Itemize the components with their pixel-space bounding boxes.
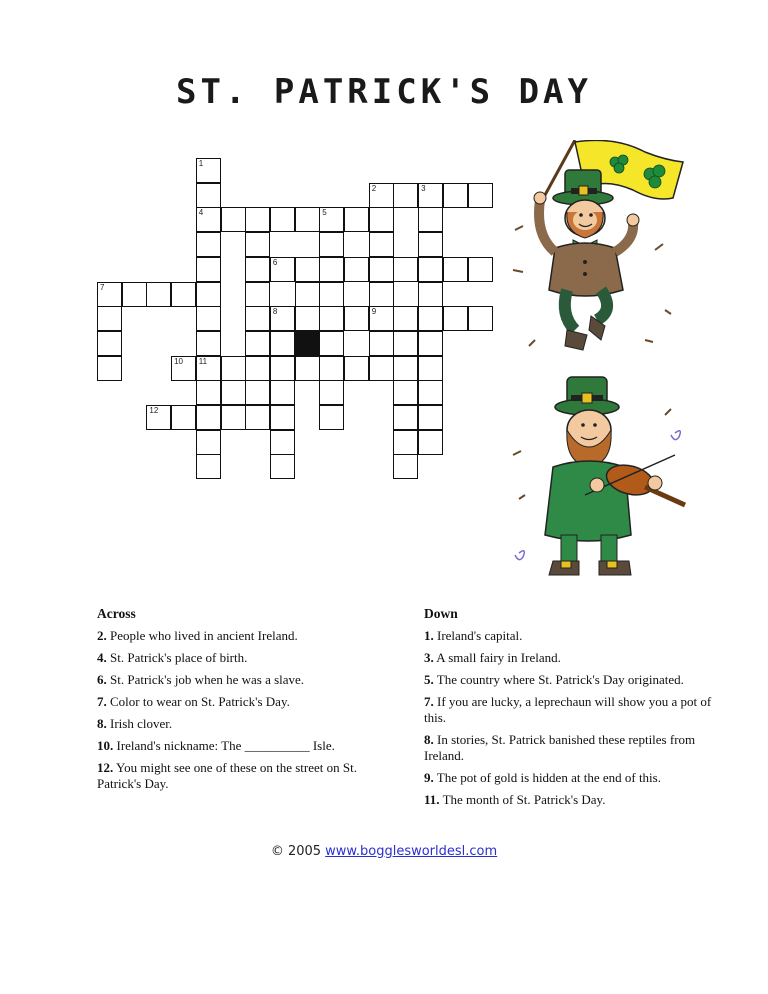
crossword-cell[interactable] [196,454,221,479]
clue-text: The month of St. Patrick's Day. [442,792,606,807]
across-clues [97,606,397,798]
crossword-cell[interactable] [369,306,394,331]
crossword-cell[interactable] [171,282,196,307]
crossword-cell[interactable] [270,356,295,381]
crossword-cell[interactable] [369,331,394,356]
crossword-cell[interactable] [319,331,344,356]
page-title: ST. PATRICK'S DAY [176,72,592,112]
across-clue [97,760,397,792]
across-heading: Across [97,606,136,621]
clue-number: 10. [97,738,114,753]
crossword-cell[interactable] [196,257,221,282]
crossword-cell[interactable] [393,430,418,455]
crossword-cell[interactable] [319,207,344,232]
crossword-cell[interactable] [146,282,171,307]
crossword-cell[interactable] [270,331,295,356]
crossword-cell[interactable] [221,405,246,430]
crossword-cell[interactable] [418,183,443,208]
crossword-cell[interactable] [393,380,418,405]
crossword-cell[interactable] [369,183,394,208]
clue-text: A small fairy in Ireland. [436,650,561,665]
crossword-cell[interactable] [393,306,418,331]
website-link[interactable]: www.bogglesworldesl.com [325,844,498,859]
crossword-cell[interactable] [270,380,295,405]
clue-text: Irish clover. [110,716,173,731]
crossword-cell[interactable] [418,282,443,307]
clue-text: Ireland's capital. [437,628,523,643]
crossword-cell[interactable] [295,356,320,381]
crossword-cell[interactable] [319,405,344,430]
down-clue [424,792,714,808]
crossword-cell[interactable] [319,282,344,307]
clue-text: You might see one of these on the street on St. Patrick's Day. [97,760,357,791]
crossword-cell[interactable] [146,405,171,430]
crossword-cell[interactable] [393,331,418,356]
crossword-cell[interactable] [369,207,394,232]
clue-number: 3 [421,183,426,193]
crossword-cell[interactable] [270,430,295,455]
crossword-cell[interactable] [393,454,418,479]
crossword-cell[interactable] [196,207,221,232]
crossword-cell[interactable] [196,282,221,307]
clue-number: 4 [198,208,204,218]
crossword-cell[interactable] [443,306,468,331]
crossword-cell[interactable] [418,380,443,405]
down-heading: Down [424,606,458,621]
crossword-cell[interactable] [468,306,493,331]
clue-number: 3. [424,650,434,665]
crossword-cell[interactable] [196,380,221,405]
crossword-cell[interactable] [369,282,394,307]
crossword-cell[interactable] [344,306,369,331]
clue-number: 4. [97,650,107,665]
crossword-cell[interactable] [468,257,493,282]
copyright-text: © 2005 [270,844,322,859]
crossword-cell[interactable] [319,356,344,381]
clue-text: St. Patrick's job when he was a slave. [110,672,305,687]
crossword-cell[interactable] [97,356,122,381]
crossword-cell[interactable] [418,356,443,381]
clue-number: 9 [371,307,377,317]
crossword-cell[interactable] [418,430,443,455]
crossword-cell[interactable] [196,232,221,257]
crossword-cell[interactable] [97,331,122,356]
clue-number: 12. [97,760,114,775]
crossword-cell[interactable] [295,282,320,307]
crossword-cell[interactable] [196,306,221,331]
crossword-cell[interactable] [221,207,246,232]
clue-text: In stories, St. Patrick banished these reptiles from Ireland. [424,732,696,763]
crossword-cell[interactable] [245,306,270,331]
crossword-cell[interactable] [122,282,147,307]
crossword-cell[interactable] [295,306,320,331]
crossword-cell[interactable] [295,257,320,282]
crossword-cell[interactable] [443,257,468,282]
crossword-cell[interactable] [344,207,369,232]
clue-number: 5. [424,672,434,687]
crossword-cell[interactable] [319,306,344,331]
crossword-cell[interactable] [97,282,122,307]
across-clue [97,738,397,754]
crossword-cell[interactable] [245,257,270,282]
footer [0,844,768,859]
crossword-cell[interactable] [468,183,493,208]
clue-text: The pot of gold is hidden at the end of this. [436,770,661,785]
crossword-cell[interactable] [245,232,270,257]
clue-text: St. Patrick's place of birth. [110,650,248,665]
clue-number: 8 [272,307,278,317]
crossword-cell[interactable] [344,257,369,282]
crossword-cell[interactable] [369,232,394,257]
crossword-cell[interactable] [270,207,295,232]
clue-number: 1. [424,628,434,643]
crossword-cell[interactable] [171,405,196,430]
crossword-cell[interactable] [196,356,221,381]
crossword-cell[interactable] [443,183,468,208]
clue-number: 6. [97,672,107,687]
across-clue [97,694,397,710]
crossword-cell[interactable] [270,257,295,282]
crossword-cell[interactable] [393,257,418,282]
crossword-cell[interactable] [245,380,270,405]
crossword-black-cell [295,331,320,356]
clue-text: Color to wear on St. Patrick's Day. [110,694,290,709]
clue-number: 7 [100,282,105,292]
crossword-cell[interactable] [221,356,246,381]
down-clue [424,628,714,644]
clue-number: 6 [272,257,278,267]
crossword-cell[interactable] [171,356,196,381]
crossword-cell[interactable] [344,356,369,381]
crossword-cell[interactable] [270,306,295,331]
crossword-cell[interactable] [418,405,443,430]
crossword-cell[interactable] [221,380,246,405]
crossword-cell[interactable] [245,331,270,356]
crossword-cell[interactable] [270,405,295,430]
crossword-cell[interactable] [196,405,221,430]
crossword-cell[interactable] [196,331,221,356]
down-clue [424,770,714,786]
crossword-cell[interactable] [418,207,443,232]
crossword-cell[interactable] [319,232,344,257]
crossword-cell[interactable] [418,232,443,257]
crossword-cell[interactable] [245,207,270,232]
clue-number: 10 [174,356,183,366]
crossword-cell[interactable] [393,405,418,430]
crossword-cell[interactable] [369,356,394,381]
crossword-cell[interactable] [245,282,270,307]
clue-number: 8. [97,716,107,731]
across-clue [97,650,397,666]
clue-number: 8. [424,732,434,747]
across-clue [97,628,397,644]
down-clue [424,732,714,764]
down-clue [424,694,714,726]
down-clue [424,672,714,688]
crossword-cell[interactable] [196,183,221,208]
clue-number: 1 [198,159,204,168]
clue-number: 5 [322,208,327,218]
crossword-cell[interactable] [245,405,270,430]
clue-number: 11 [198,356,208,366]
clue-text: The country where St. Patrick's Day originated. [436,672,684,687]
crossword-cell[interactable] [245,356,270,381]
clue-text: Ireland's nickname: The __________ Isle. [116,738,335,753]
across-clue [97,716,397,732]
clue-number: 7. [97,694,107,709]
clue-number: 11. [424,792,440,807]
crossword-cell[interactable] [418,306,443,331]
leprechaun-flag-illustration [505,140,690,365]
crossword-cell[interactable] [418,331,443,356]
crossword-cell[interactable] [393,183,418,208]
crossword-cell[interactable] [270,454,295,479]
clue-number: 2 [371,183,377,193]
crossword-cell[interactable] [319,380,344,405]
leprechaun-violin-illustration [505,375,695,585]
crossword-cell[interactable] [369,257,394,282]
across-clue [97,672,397,688]
clue-number: 2. [97,628,107,643]
crossword-cell[interactable] [295,207,320,232]
clue-text: If you are lucky, a leprechaun will show you a pot of this. [424,694,712,725]
clue-number: 7. [424,694,434,709]
clue-number: 9. [424,770,434,785]
clue-text: People who lived in ancient Ireland. [110,628,298,643]
clue-number: 12 [149,406,159,415]
crossword-cell[interactable] [196,430,221,455]
down-clues [424,606,714,814]
crossword-cell[interactable] [196,158,221,183]
crossword-cell[interactable] [97,306,122,331]
crossword-cell[interactable] [393,356,418,381]
down-clue [424,650,714,666]
crossword-cell[interactable] [418,257,443,282]
crossword-cell[interactable] [319,257,344,282]
